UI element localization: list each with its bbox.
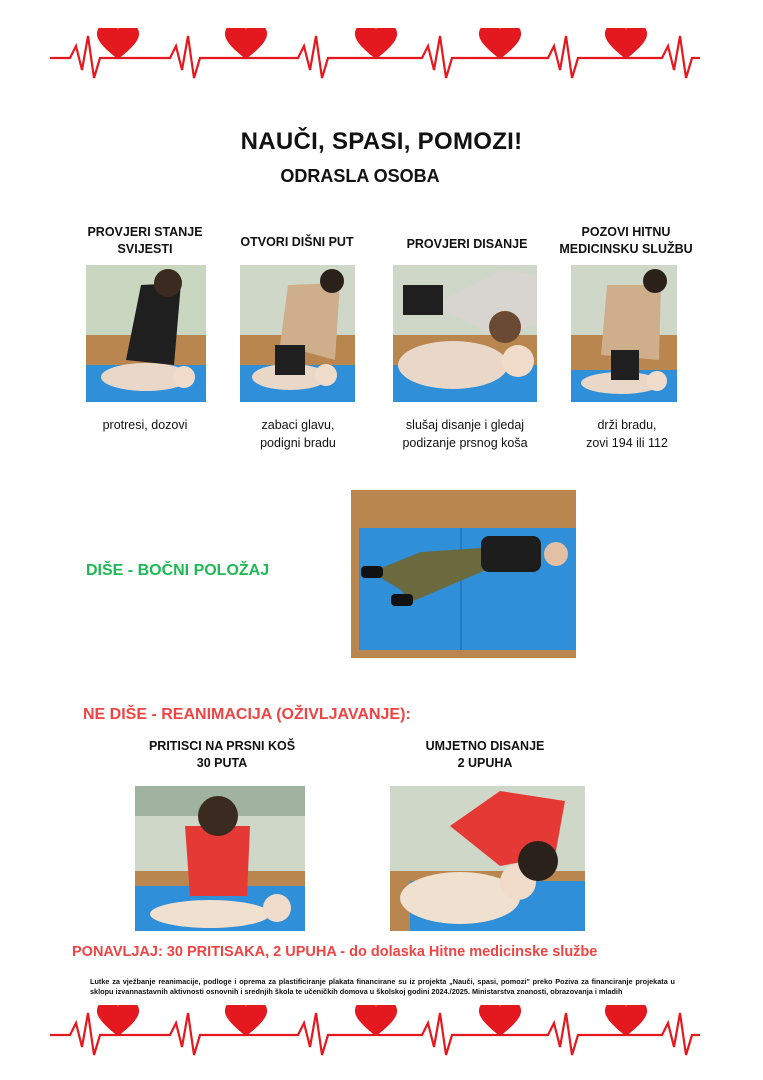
chest-compressions-photo	[135, 786, 305, 931]
not-breathing-cpr-label: NE DIŠE - REANIMACIJA (OŽIVLJAVANJE):	[83, 706, 411, 723]
step-caption-4: drži bradu, zovi 194 ili 112	[586, 418, 668, 450]
funding-footnote: Lutke za vježbanje reanimacije, podloge i oprema za plastificiranje plakata financirane su iz projekta „Nauči, spasi, pomozi" preko Poziva za financiranje projekata u sklopu izvannastavnih aktivnosti osnovnih i srednjih škola te učeničkih domova u školskoj godini 2024./2025. Ministarstva znanosti, obrazovanja i mladih	[90, 977, 675, 996]
heart-icon	[479, 28, 521, 59]
rescue-breathing-photo	[390, 786, 585, 931]
step-heading-1: PROVJERI STANJE SVIJESTI	[87, 225, 203, 256]
breathing-recovery-label: DIŠE - BOČNI POLOŽAJ	[86, 562, 270, 579]
page-title: NAUČI, SPASI, POMOZI!	[240, 128, 523, 155]
step-photo-1	[86, 265, 206, 402]
rescue-breaths-heading: UMJETNO DISANJE 2 UPUHA	[425, 739, 545, 770]
step-heading-3: PROVJERI DISANJE	[406, 237, 528, 251]
step-caption-1: protresi, dozovi	[102, 418, 188, 432]
step-heading-2: OTVORI DIŠNI PUT	[240, 235, 354, 249]
step-photo-2	[240, 265, 355, 402]
heart-icon	[355, 1005, 397, 1036]
step-caption-3: slušaj disanje i gledaj podizanje prsnog koša	[402, 418, 528, 450]
heart-icon	[479, 1005, 521, 1036]
compressions-heading: PRITISCI NA PRSNI KOŠ 30 PUTA	[148, 739, 296, 770]
recovery-position-photo	[351, 490, 576, 658]
heart-icon	[605, 1005, 647, 1036]
heart-icon	[225, 1005, 267, 1036]
repeat-instruction: PONAVLJAJ: 30 PRITISAKA, 2 UPUHA - do dolaska Hitne medicinske službe	[72, 944, 598, 960]
ecg-heart-banner-top	[50, 28, 700, 88]
heart-icon	[355, 28, 397, 59]
step-heading-4: POZOVI HITNU MEDICINSKU SLUŽBU	[559, 225, 693, 256]
page-subtitle: ODRASLA OSOBA	[280, 166, 440, 186]
heart-icon	[605, 28, 647, 59]
heart-icon	[97, 1005, 139, 1036]
heart-icon	[225, 28, 267, 59]
step-photo-3	[393, 265, 537, 402]
heart-icon	[97, 28, 139, 59]
step-caption-2: zabaci glavu, podigni bradu	[260, 418, 336, 450]
ecg-heart-banner-bottom	[50, 1005, 700, 1065]
step-photo-4	[571, 265, 677, 402]
